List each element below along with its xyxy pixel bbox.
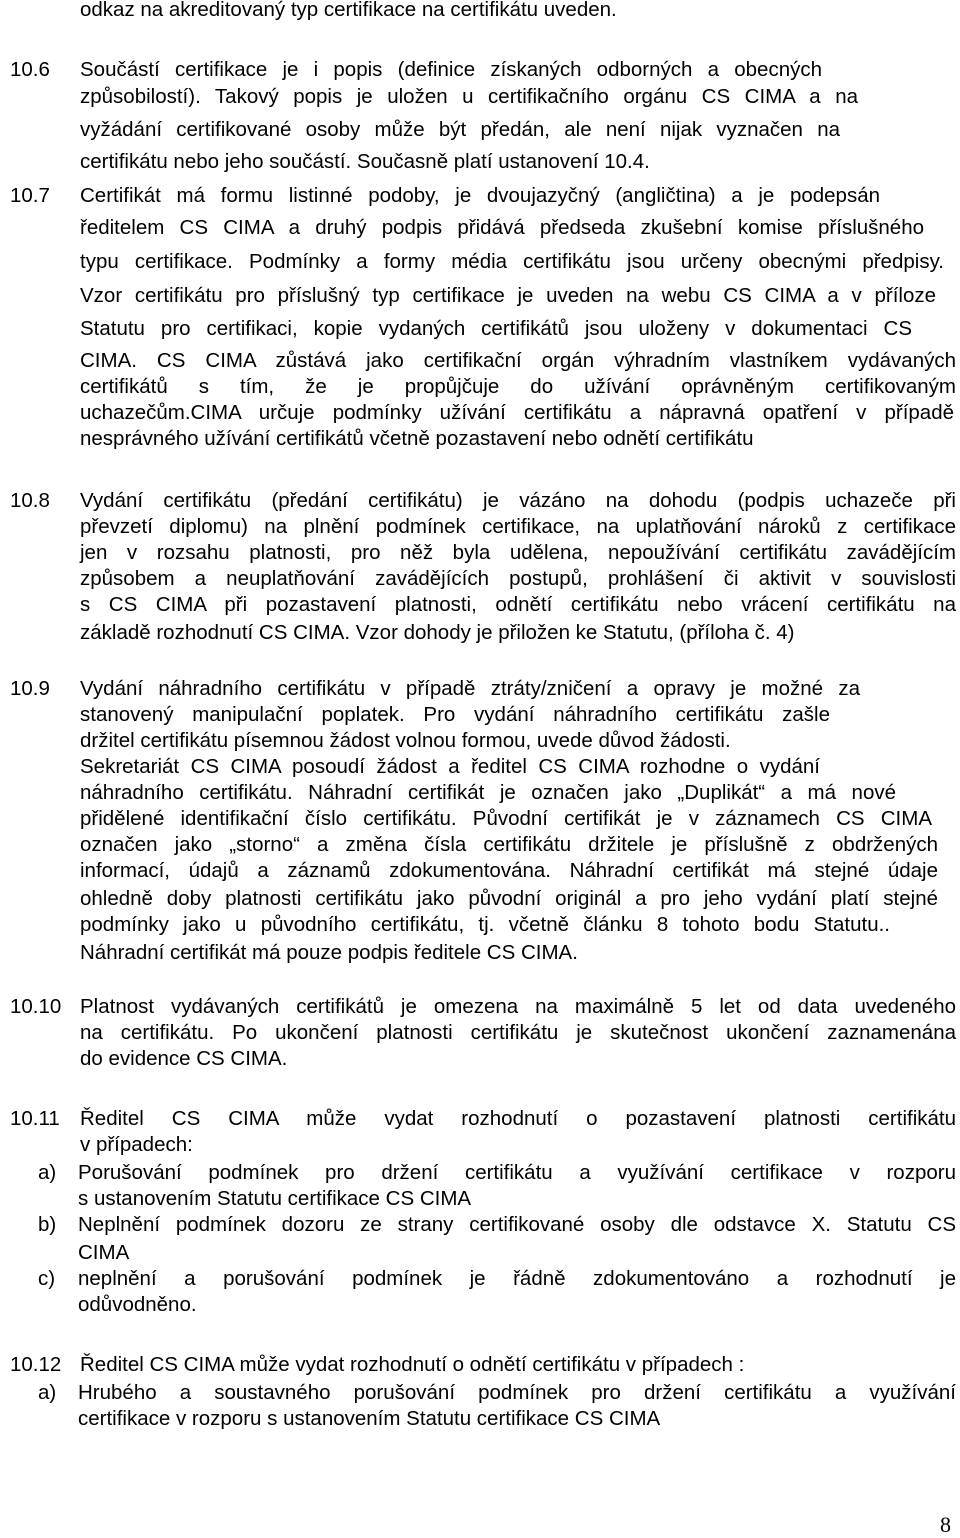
section-10-6-line: způsobilostí). Takový popis je uložen u certifikačního orgánu CS CIMA a na bbox=[80, 85, 858, 108]
section-10-8-line: převzetí diplomu) na plnění podmínek certifikace, na uplatňování nároků z certifikace bbox=[80, 515, 956, 538]
section-10-9-line: Sekretariát CS CIMA posoudí žádost a ředitel CS CIMA rozhodne o vydání bbox=[80, 755, 820, 778]
list-label: a) bbox=[38, 1161, 57, 1184]
list-label: b) bbox=[38, 1213, 57, 1236]
section-10-6-line: certifikátu nebo jeho součástí. Současně platí ustanovení 10.4. bbox=[80, 150, 650, 173]
section-10-9-line: Náhradní certifikát má pouze podpis ředitele CS CIMA. bbox=[80, 941, 578, 964]
section-10-8-line: s CS CIMA při pozastavení platnosti, odnětí certifikátu nebo vrácení certifikátu na bbox=[80, 593, 956, 616]
section-10-9-line: podmínky jako u původního certifikátu, tj. včetně článku 8 tohoto bodu Statutu.. bbox=[80, 913, 890, 936]
list-item-line: odůvodněno. bbox=[78, 1293, 197, 1316]
section-10-7-line: ředitelem CS CIMA a druhý podpis přidává předseda zkušební komise příslušného bbox=[80, 216, 924, 239]
section-10-8-line: jen v rozsahu platnosti, pro něž byla udělena, nepoužívání certifikátu zavádějícím bbox=[80, 541, 956, 564]
section-10-9-line: Vydání náhradního certifikátu v případě ztráty/zničení a opravy je možné za bbox=[80, 677, 860, 700]
section-number-10-9: 10.9 bbox=[10, 677, 50, 700]
continuation-line: odkaz na akreditovaný typ certifikace na certifikátu uveden. bbox=[80, 0, 617, 21]
section-10-12-line: Ředitel CS CIMA může vydat rozhodnutí o odnětí certifikátu v případech : bbox=[80, 1353, 745, 1376]
section-10-7-line: nesprávného užívání certifikátů včetně pozastavení nebo odnětí certifikátu bbox=[80, 427, 754, 450]
section-10-9-line: informací, údajů a záznamů zdokumentována. Náhradní certifikát má stejné údaje bbox=[80, 859, 938, 882]
section-10-7-line: CIMA. CS CIMA zůstává jako certifikační orgán výhradním vlastníkem vydávaných bbox=[80, 349, 956, 372]
list-item-line: Neplnění podmínek dozoru ze strany certifikované osoby dle odstavce X. Statutu CS bbox=[78, 1213, 956, 1236]
section-10-9-line: stanovený manipulační poplatek. Pro vydání náhradního certifikátu zašle bbox=[80, 703, 830, 726]
section-number-10-10: 10.10 bbox=[10, 995, 62, 1018]
section-10-9-line: přidělené identifikační číslo certifikátu. Původní certifikát je v záznamech CS CIMA bbox=[80, 807, 932, 830]
section-number-10-8: 10.8 bbox=[10, 489, 50, 512]
section-10-7-line: Certifikát má formu listinné podoby, je dvoujazyčný (angličtina) a je podepsán bbox=[80, 184, 880, 207]
list-item-line: neplnění a porušování podmínek je řádně zdokumentováno a rozhodnutí je bbox=[78, 1267, 956, 1290]
section-10-10-line: do evidence CS CIMA. bbox=[80, 1047, 288, 1070]
list-item-line: s ustanovením Statutu certifikace CS CIMA bbox=[78, 1187, 472, 1210]
section-10-6-line: vyžádání certifikované osoby může být předán, ale není nijak vyznačen na bbox=[80, 118, 840, 141]
section-10-10-line: Platnost vydávaných certifikátů je omezena na maximálně 5 let od data uvedeného bbox=[80, 995, 956, 1018]
section-10-11-line: v případech: bbox=[80, 1133, 193, 1156]
section-10-9-line: náhradního certifikátu. Náhradní certifikát je označen jako „Duplikát“ a má nové bbox=[80, 781, 896, 804]
section-number-10-7: 10.7 bbox=[10, 184, 50, 207]
section-10-10-line: na certifikátu. Po ukončení platnosti certifikátu je skutečnost ukončení zaznamenána bbox=[80, 1021, 956, 1044]
section-10-9-line: držitel certifikátu písemnou žádost volnou formou, uvede důvod žádosti. bbox=[80, 729, 731, 752]
section-10-7-line: Statutu pro certifikaci, kopie vydaných certifikátů jsou uloženy v dokumentaci CS bbox=[80, 317, 912, 340]
list-item-line: CIMA bbox=[78, 1241, 130, 1264]
list-label: a) bbox=[38, 1381, 57, 1404]
list-item-line: certifikace v rozporu s ustanovením Statutu certifikace CS CIMA bbox=[78, 1407, 661, 1430]
section-number-10-6: 10.6 bbox=[10, 58, 50, 81]
section-10-7-line: Vzor certifikátu pro příslušný typ certifikace je uveden na webu CS CIMA a v příloze bbox=[80, 284, 936, 307]
section-10-7-line: typu certifikace. Podmínky a formy média certifikátu jsou určeny obecnými předpisy. bbox=[80, 250, 944, 273]
section-10-7-line: uchazečům.CIMA určuje podmínky užívání certifikátu a nápravná opatření v případě bbox=[80, 401, 954, 424]
section-10-6-line: Součástí certifikace je i popis (definice získaných odborných a obecných bbox=[80, 58, 822, 81]
section-10-8-line: základě rozhodnutí CS CIMA. Vzor dohody je přiložen ke Statutu, (příloha č. 4) bbox=[80, 621, 795, 644]
section-number-10-12: 10.12 bbox=[10, 1353, 62, 1376]
section-10-9-line: ohledně doby platnosti certifikátu jako původní originál a pro jeho vydání platí stejné bbox=[80, 887, 938, 910]
list-label: c) bbox=[38, 1267, 56, 1290]
page-number: 8 bbox=[940, 1512, 951, 1537]
section-number-10-11: 10.11 bbox=[10, 1107, 60, 1130]
section-10-8-line: způsobem a neuplatňování zavádějících postupů, prohlášení či aktivit v souvislosti bbox=[80, 567, 956, 590]
list-item-line: Hrubého a soustavného porušování podmínek pro držení certifikátu a využívání bbox=[78, 1381, 956, 1404]
section-10-7-line: certifikátů s tím, že je propůjčuje do užívání oprávněným certifikovaným bbox=[80, 375, 956, 398]
section-10-11-line: Ředitel CS CIMA může vydat rozhodnutí o pozastavení platnosti certifikátu bbox=[80, 1107, 956, 1130]
section-10-8-line: Vydání certifikátu (předání certifikátu) je vázáno na dohodu (podpis uchazeče při bbox=[80, 489, 956, 512]
section-10-9-line: označen jako „storno“ a změna čísla certifikátu držitele je příslušně z obdržených bbox=[80, 833, 938, 856]
list-item-line: Porušování podmínek pro držení certifikátu a využívání certifikace v rozporu bbox=[78, 1161, 956, 1184]
